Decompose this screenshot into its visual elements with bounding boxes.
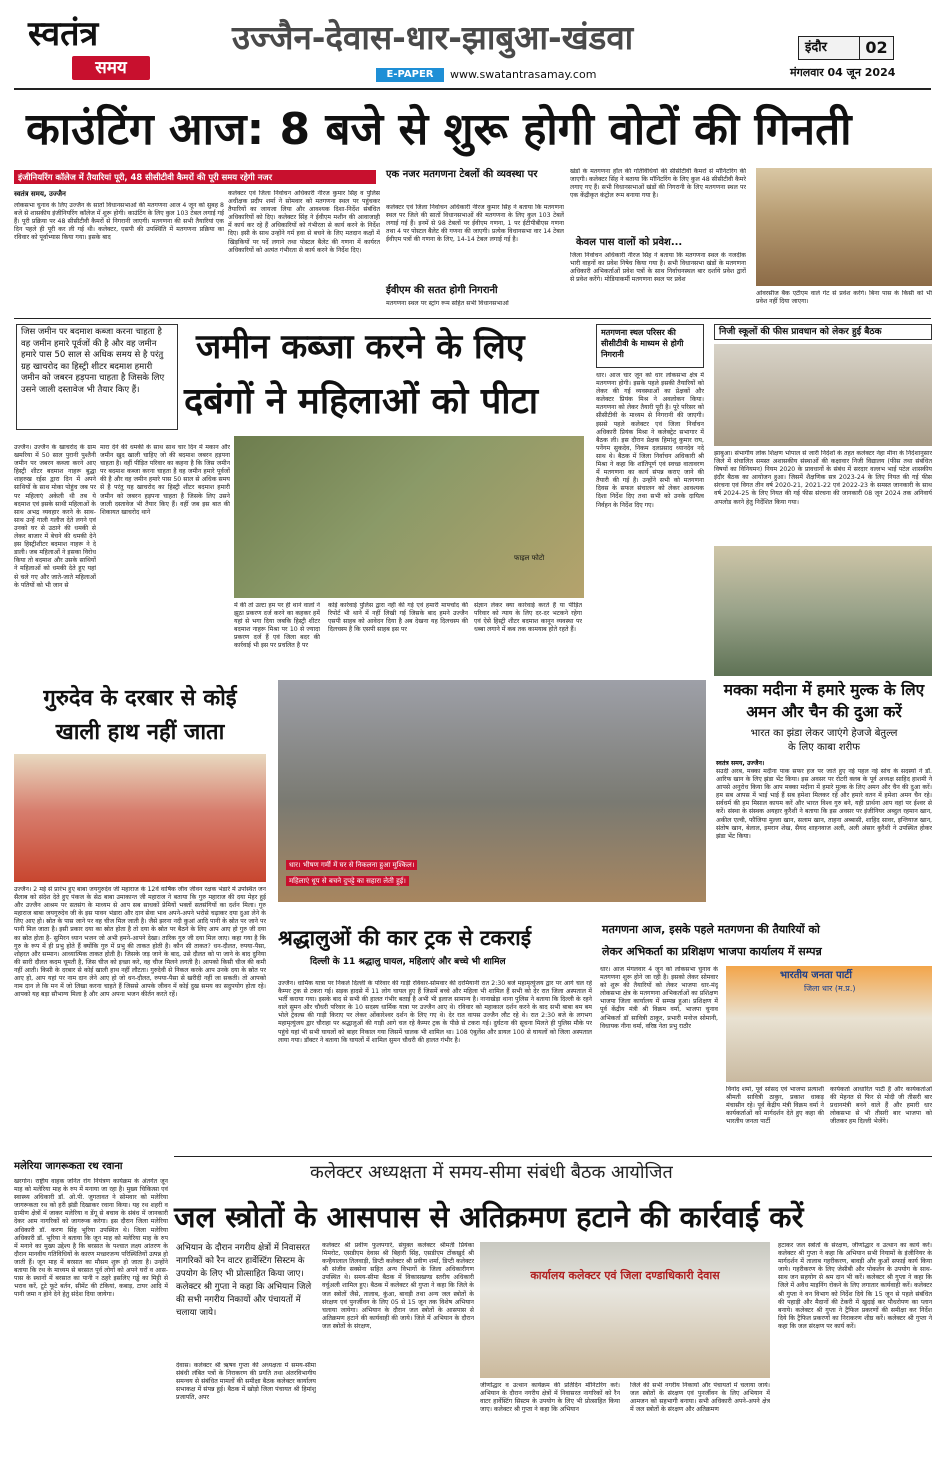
- land-headline-1: जमीन कब्जा करने के लिए: [196, 327, 525, 367]
- water-photo: [480, 1242, 770, 1378]
- accident-headline: श्रद्धालुओं की कार ट्रक से टकराई: [278, 926, 532, 950]
- lead-subhead: इंजीनियरिंग कॉलेज में तैयारियां पूरी, 48 सीसीटीवी कैमरों की पूरी समय रहेगी नजर: [14, 170, 376, 184]
- land-col5: संज्ञान लेकर क्या कार्रवाई करते हैं या पीड़ित परिवार को न्याय के लिए दर-दर भटकने रहेगा एवं ऐसे हिस्ट्री शीटर बदमाश कानून व्यवस्था पर धब्बा लगाने में कब तक कामयाब होते रहते हैं।: [474, 602, 582, 634]
- water-rule: [174, 1156, 932, 1157]
- lead-sub4-text: जिला निर्वाचन अधिकारी नीरज सिंह ने बताया कि मतगणना स्थल के नजदीक भारी वाहनों का प्रवेश निषेध किया गया है। सभी विधानसभा खंडों के मतगणना अधिकारी अभिकर्ताओं प्रवेश पत्रों के साथ निर्वाचनस्थल बार दर्शाये प्रवेश द्वारों से प्रवेश करेंगे। मोडियाकर्मी मतगणना स्थल पर प्रवेश: [570, 252, 746, 284]
- water-intro: अभियान के दौरान नगरीय क्षेत्रों में निवासरत नागरिकों को रैन वाटर हार्वेस्टिंग सिस्टम के उपयोग के लिए भी प्रोत्साहित किया जाए। कलेक्टर श्री गुप्ता ने कहा कि अभियान जिले की सभी नगरीय निकायों और पंचायतों में चलाया जाये।: [176, 1243, 312, 1318]
- lead-sub3-title: ईवीएम की सतत होगी निगरानी: [386, 285, 498, 296]
- accident-subhead: दिल्ली के 11 श्रद्धालु घायल, महिलाएं और बच्चे भी शामिल: [310, 957, 506, 967]
- cctv-title: मतगणना स्थल परिसर की सीसीटीवी के माध्यम से होगी निगरानी: [596, 324, 704, 368]
- water-kicker: कलेक्टर अध्यक्षता में समय-सीमा संबंधी बैठक आयोजित: [310, 1162, 673, 1183]
- land-col3: में की तो उल्टा हम पर ही थाने वालों ने झूठा प्रकरण दर्ज करने का कहकर हमें यहां से भगा दिया जबकि हिस्ट्री शीटर बदमाश नाहरू मिश्रा पर 10 से ज्यादा प्रकरण दर्ज हैं एवं जिला बदर की कार्रवाई भी इस पर प्रचलित है पर: [234, 602, 320, 650]
- logo-bottom: समय: [72, 56, 150, 80]
- gurudev-text: उज्जैन। 2 मई से प्रारंभ हुए बाबा जयगुरुदेव जी महाराज के 12वें वार्षिक जीव जीवन रक्षक भंडारे में उपस्थित जन सैलाब को संदेश देते हुए पंकज के सेठ बाबा उमाकान्त जी महाराज ने बताया कि गुरु महाराज की दया मेहर हुई और उज्जैन आश्रम पर सतसंग के माध्यम से आप सब साधकों प्रेमियों भक्तों सतसंगियों का दर्शन मिला। गुरु महाराज बाबा जयगुरुदेव जी के इस पावन भंडारा और दान सेवा भाव अपने-अपने भरोसे चढ़ाकर दया दुआ लेने के लिए आए हो। स्रोत के पास जाने पर वह चीज मिल जाती है। जैसे झरना नदी कुआं आदि पानी के स्रोत पर जाने पर पानी मिल जाता है। इसी प्रकार दया का स्रोत होता है तो दया के स्रोत पर बैठने के लिए आप आए हो गुरु जी दया का स्रोत होता है- सुमिरन ध्यान भजन जो अभी हमने-आपने देखा। तारिक गुरु जी दया मिल जाए। कहा गया है कि गुरु के रूप में ही प्रभु होते हैं क्योंकि गुरु में प्रभु की ताकत होती है। कौन सी ताकत? धन-दौलत, रुपया-पैसा, शोहरत और सम्मान। आध्यात्मिक ताकत होती है। जिसके जड़ जाने के बाद, उसे दौलत को पा जाने के बाद दुनिया की सारी दौलत कदम चूमती है, जिस चीज को इच्छा करे, वह चीज मिलने लगती है। आपको किसी चीज की कमी नहीं आती। किसी के दरबार से कोई खाली हाथ नहीं लौटता। गुरुदेवी से निकल करके आप उनके दया के स्रोत पर आए हो, आप यहां पर नाम दान लेने आए हो जो धन-दौलत, रुपया-पैसा से खरीदी नहीं जा सकती। तो आपको नाम दान ले कि मन में जो लिखा करना चाहते हैं जिससे आपके जीवन में कोई दुख समय का सदुपयोग होता रहे। आपको यह बड़ा सौभाग्य मिला है और आप अपना भजन कीर्तन करते रहें।: [14, 886, 266, 999]
- counting-hall-photo: [756, 168, 932, 286]
- bjp-banner-1: भारतीय जनता पार्टी: [780, 970, 852, 981]
- lead-photo-caption: ओवरसीज बैंक एटीएम वाले गेट से प्रवेश करेंगे। बिना पास के किसी को भी प्रवेश नहीं दिया जाएगा।: [756, 290, 932, 306]
- malaria-title: मलेरिया जागरूकता रथ रवाना: [14, 1161, 123, 1172]
- lead-col4: खंडों के मतगणना हॉल की गतिविधियों की सीसीटीवी कैमरों से मॉनिटरिंग की जाएगी। कलेक्टर सिंह ने बताया कि मॉनिटरिंग के लिए कुल 48 सीसीटीवी कैमरे लगाए गए हैं। सभी विधानसभाओं खंडों की निगरानी के लिए मतगणना स्थल पर एक केंद्रीकृत कंट्रोल रूम बनाया गया है।: [570, 168, 746, 200]
- makka-photo: [714, 546, 932, 676]
- accident-text: उज्जैन। धार्मिक यात्रा पर निकले दिल्ली के परिवार की गाड़ी रविवार-सोमवार की दरमियानी रात 2:30 बजे महामृत्युंजय द्वार पर आगे चल रहे कैम्पर ट्रक से टकरा गई। सड़क हादसे में 11 लोग घायल हुए हैं जिसमें बच्चे और महिला भी शामिल हैं सभी को देर रात जिला अस्पताल में भर्ती कराया गया। इसके बाद से सभी की हालत गंभीर बताई है अभी भी इलाज सामान्य है। नानाखेड़ा थाना पुलिस ने बताया कि दिल्ली के रहने वाले सुमन और चौधरी परिवार के 10 सदस्य धार्मिक यात्रा पर उज्जैन आए थे। रविवार को महाकाल दर्शन करने के बाद सभी बाबा बम बम भोले ट्रेवल्स की गाड़ी किराए पर लेकर ओंकारेश्वर दर्शन के लिए गए थे। देर रात वापस उज्जैन लौट रहे थे। रात 2:30 बजे के लगभग महामृत्युंजय द्वार चौराहा पर श्रद्धालुओं की गाड़ी आगे चल रहे कैम्पर ट्रक के पीछे से टकरा गई। दुर्घटना की सूचना मिलते ही पुलिस मौके पर पहुंचे यहां भी सभी घायलों को बाहर निकाल गया जिसमें चालक भी शामिल था। 108 एंबुलेंस और डायल 100 से घायलों को जिला अस्पताल लाया गया। डॉक्टर ने बताया कि घायलों में शामिल सुमन चौधरी की हालत गंभीर है।: [278, 980, 592, 1044]
- city-box: [798, 36, 894, 60]
- page-number: 02: [859, 37, 893, 59]
- city: इंदौर: [805, 40, 827, 55]
- makka-headline-1: मक्का मदीना में हमारे मुल्क के लिए: [723, 681, 925, 699]
- makka-subhead-1: भारत का झंडा लेकर जाएंगे हेजजे बेतुल्ल: [750, 728, 898, 739]
- lead-sub2-text: कलेक्टर एवं जिला निर्वाचन अधिकारी नीरज कुमार सिंह ने बताया कि मतगणना स्थल पर जिले की सातों विधानसभाओं की मतगणना के लिए कुल 103 टेबलें लगाई गई हैं। इनमें से 98 टेबलों पर ईवीएम गणना, 1 पर ईटीपीबीएस गणना तथा 4 पर पोस्टल बैलेट की गणना की जाएगी। प्रत्येक विधानसभा वार 14 टेबल ईवीएम पत्रों की गणना के लिए, 14-14 टेबल लगाई गई है।: [386, 204, 564, 244]
- issue-date: मंगलवार 04 जून 2024: [790, 66, 896, 79]
- bjp-headline-2: लेकर अभिकर्ता का प्रशिक्षण भाजपा कार्यालय में सम्पन्न: [602, 945, 822, 958]
- land-col2: मारा देने की धमकी के साथ साथ चार दिन में मकान और जमीन खुद खाली चाहिए जो की बदमाश जबरन हड़पना चाहता है। वहीं पीड़ित परिवार का कहना है कि जिस जमीन पर बदमाश कब्जा करना चाहता है वह जमीन हमारे पूर्वजों की है और वह जमीन हमारे पास 50 साल से अधिक समय से है परंतु यह खाचरोद का हिस्ट्री शीटर बदमाश हमारी जमीन को जबरन हड़पना चाहता है जिसके लिए उसने जाली दस्तावेज भी तैयार किए हैं। वहीं जब इस बात की शिकायत खाचरोद थाने: [100, 444, 230, 516]
- bjp-photo: [726, 966, 932, 1082]
- website: www.swatantrasamay.com: [450, 68, 597, 81]
- bjp-col2: विनोद शर्मा, पूर्व सांसद एवं भाजपा प्रत्याशी श्रीमती सावित्री ठाकुर, प्रकाश धाकड़ मंचासीन रहे। पूर्व केंद्रीय मंत्री विक्रम वर्मा ने कार्यकर्ताओं को मार्गदर्शन देते हुए कहा की भारतीय जनता पार्टी: [726, 1086, 824, 1126]
- lead-rule: [14, 318, 931, 319]
- land-quote: जिस जमीन पर बदमाश कब्जा करना चाहता है वह जमीन हमारे पूर्वजों की है और वह जमीन हमारे पास 50 साल से अधिक समय से है परंतु ग्रह खाचरोद का हिस्ट्री शीटर बदमाश हमारी जमीन को जबरन हड़पना चाहता है जिसके लिए उसने जाली दस्तावेज भी तैयार किए हैं।: [16, 324, 178, 430]
- lead-sub3-text: मतगणना स्थल पर स्ट्रांग रूम सहित सभी विधानसभाओं: [386, 300, 509, 307]
- gurudev-headline-1: गुरुदेव के दरबार से कोई: [43, 686, 237, 711]
- water-headline: जल स्त्रोतों के आसपास से अतिक्रमण हटाने की कार्रवाई करें: [174, 1200, 804, 1234]
- lead-col2: कलेक्टर एवं जिला निर्वाचन अधिकारी नीरज कुमार सिंह व पुलिस अधीक्षक प्रदीप शर्मा ने सोमवार को मतगणना स्थल पर पहुंचकर तैयारियों का जायजा लिया और आवश्यक दिशा-निर्देश संबंधित अधिकारियों को दिए। कलेक्टर सिंह ने ईवीएम मशीन की आवाजाही में कार्य कर रहे हैं अधिकारियों को गंभीरता से कार्य करने के निर्देश दिए। इसी के साथ उन्होंने गर्म हवा से बचने के लिए मतदान कक्षों में खिड़कियों पर पर्दे लगाने तथा पोस्टल बैलेट की गणना में कार्यरत अधिकारियों को अत्यंत गंभीरता से कार्य करने के निर्देश दिए।: [228, 190, 380, 254]
- bjp-text: धार। आज मंगलवार 4 जून को लोकसभा चुनाव के मतगणना शुरू होने जा रही है। इसको लेकर सोमवार को शुरू की तैयारियों को लेकर भाजपा धार-मंदू लोकसभा क्षेत्र के मतगणना अभिकर्ताओं का प्रशिक्षण भाजपा जिला कार्यालय में सम्पन्न हुआ। प्रशिक्षण में पूर्व केंद्रीय मंत्री श्री विक्रम वर्मा, भाजपा चुनाव अभिकर्ता डॉ सावित्री ठाकुर, प्रभारी मनोज सोमानी, विधायक नीना वर्मा, वरिष्ठ नेता प्रभु राठौर: [600, 966, 718, 1030]
- land-photo: [234, 436, 584, 598]
- bjp-headline-1: मतगणना आज, इसके पहले मतगणना की तैयारियों को: [602, 923, 820, 936]
- jhabua-title: निजी स्कूलों की फीस प्रावधान को लेकर हुई बैठक: [714, 324, 932, 340]
- land-col4: कोई कार्रवाई पुलिस द्वारा नहीं की गई एवं हमारी माफ्चोंद की रिपोर्ट भी थाने में नहीं लिखी गई जिसके बाद हमने उज्जैन एसपी साहब को आवेदन दिया है अब देखना यह दिलचस्प की दिलचस्प है कि एसपी साहब इस पर: [328, 602, 468, 634]
- masthead-rule: [14, 88, 931, 90]
- water-col5: हटाकर जल स्त्रोतों के संरक्षण, जीर्णोद्धार व उत्थान का कार्य करें। कलेक्टर श्री गुप्ता ने कहा कि अभियान सभी नियामों के इंजीनियर के मार्गदर्शन में तालाब गहरीकरण, बावड़ी और कुओं सफाई कार्य किया जाये। गहरीकरण के लिए जेसीबी और पोकलेन के उपयोग के साथ-साथ जन सहयोग से श्रम दान भी करें। कलेक्टर श्री गुप्ता ने कहा कि जिले में अवैध माइनिंग रोकने के लिए लगातार कार्यवाही करें। कलेक्टर श्री गुप्ता ने वन विभाग को निर्देश दिये कि 15 जून से पहले संबंधित की पहाड़ी और मैदानों की टेकरी में खुदाई कर पौधरोपण का प्लान बनाये। कलेक्टर श्री गुप्ता ने ट्रैफिल प्रकरणों की समीक्षा कर निर्देश दिये कि ट्रैफिल प्रकरणों का निराकरण शीघ्र करें। कलेक्टर श्री गुप्ता ने कहा कि जल संरक्षण पर कार्य करें।: [778, 1242, 932, 1330]
- water-photo-sign: कार्यालय कलेक्टर एवं जिला दण्डाधिकारी देवास: [530, 1269, 720, 1282]
- land-headline-2: दबंगों ने महिलाओं को पीटा: [184, 381, 539, 422]
- land-col1: उज्जैन। उज्जैन के खाचरोद के ग्राम खमरिया में 50 साल पुरानी पुश्तैनी जमीन पर जबरन कब्जा करने आए हिस्ट्री शीटर बदमाश नाहरू बुद्धा शाहरुख रईस द्वारा दिन में अपने साथियों के साथ मोका पोहुंच जब पर पर महिलाएं अकेली थी तब ये बदमाश एवं इसके साथी महिलाओं के साथ अभद्र व्यवहार करने के साथ-साथ उन्हें गाली गलौज देते लगने एवं उनको घर से उठाने की धमकी से लेकर बाजार में बेचने की धमकी देने इस हिस्ट्रीशीटर बदमाश नाहरू ने दे डाली। जब महिलाओं ने इसका विरोध किया तो बदमाश और उसके साथियों ने महिलाओं को धमकी देते हुए यहां से चले गए और जाते-जाते महिलाओं के पतियों को भी जान से: [14, 444, 96, 589]
- masthead: [0, 0, 945, 92]
- makka-subhead-2: के लिए काबा शरीफ: [788, 742, 860, 753]
- water-col1: देवास। कलेक्टर श्री ऋषव गुप्ता की अध्यक्षता में समय-सीमा संबंधी लंबित पत्रों के निराकरण की प्रगति तथा अंतरविभागीय समन्वय से संबंधित मामलों की समीक्षा बैठक कलेक्टर कार्यालय सभाकक्ष में संपन्न हुई। बैठक में खोड़ो जिला पंचायत श्री हिमांशु प्रजापति, अपर: [176, 1362, 316, 1402]
- rain-caption-2: महिलाएं धूप से बचने दुपट्टे का सहारा लेती हुई।: [286, 876, 409, 886]
- water-col4: जिले की सभी नगरीय निकायों और पंचायतों में चलाया जाये। जल स्त्रोतों के संरक्षण एवं पुनर्जीवन के लिए अभियान में आमजन को सहभागी बनाया। सभी अधिकारी अपने-अपने क्षेत्र में जल स्त्रोतों के संरक्षण और अतिक्रमण: [630, 1382, 770, 1414]
- gurudev-photo: [14, 754, 266, 882]
- lead-col1: लोकसभा चुनाव के लिए उज्जैन के सातों विधानसभाओं की मतगणना आज 4 जून को सुबह 8 बजे से शासकीय इंजीनियरिंग कॉलेज में शुरू होगी। काउंटिंग के लिए कुल 103 टेबल लगाई गई हैं। पूरी प्रक्रिया पर 48 सीसीटीवी कैमरों से निगरानी जाएगी। मतगणना की सभी तैयारियां एक दिन पहले ही पूरी कर ली गई थी। कलेक्टर, एसपी की उपस्थिति में मतगणना प्रक्रिया का रविवार को पूर्वाभ्यास किया गया। इसके बाद: [14, 202, 224, 242]
- makka-byline: स्वतंत्र समय, उज्जैन।: [716, 760, 765, 767]
- lead-sub4-title: केवल पास वालों को प्रवेश...: [576, 237, 683, 248]
- water-col2: कलेक्टर श्री प्रवीण फुलपगारे, संयुक्त कलेक्टर श्रीमती प्रियंका मिमरोट, एसडीएम देवास श्री बिहारी सिंह, एसडीएम टोंकखुर्द श्री कन्हैयालाल तिलवाड़ी, डिप्टी कलेक्टर श्री प्रवीण शर्मा, डिप्टी कलेक्टर श्री संजीव सक्सेना सहित अन्य विभागों के जिला अधिकारीगण उपस्थित थे। समय-सीमा बैठक में विकासखण्ड स्तरीय अधिकारी वर्चुअली शामिल हुए। बैठक में कलेक्टर श्री गुप्ता ने कहा कि जिले के जल स्त्रोतों जैसे, तालाब, कुंआ, बावड़ी तथा अन्य जल स्त्रोतों के संरक्षण एवं पुनर्जीवन के लिए 05 से 15 जून तक विशेष अभियान चलाया जायेगा। अभियान के दौरान जल स्त्रोतों के आसपास से अतिक्रमण हटाने की कार्यवाही की जाये। जिले में अभियान के दौरान जल स्त्रोतों के संरक्षण,: [322, 1242, 474, 1330]
- jhabua-photo: [714, 344, 932, 446]
- logo-top: स्वतंत्र: [28, 14, 99, 54]
- rain-caption-1: धार। भीषण गर्मी में घर से निकलना हुआ मुश्किल।: [286, 860, 417, 870]
- makka-headline-2: अमन और चैन की दुआ करें: [746, 703, 902, 721]
- lead-sub2-title: एक नजर मतगणना टेबलों की व्यवस्था पर: [386, 169, 538, 180]
- bjp-banner-2: जिला धार (म.प्र.): [804, 984, 856, 993]
- malaria-text: खरगोन। राष्ट्रीय वाहक जनित रोग नियंत्रण कार्यक्रम के अंतर्गत जून माह को मलेरिया माह के रुप में मनाया जा रहा है। मुख्य चिकित्सा एवं स्वास्थ्य अधिकारी डॉ. ओ.पी. जुगतावत ने सोमवार को मलेरिया जागरूकता रथ को हरी झंडी दिखाकर रवाना किया। यह रथ शहरी व ग्रामीण क्षेत्रों में जाकर मलेरिया व डेंगू से बचाव के संबंध में जानकारी देकर आम नागरिकों को जागरूक करेगा। इस दौरान जिला मलेरिया अधिकारी डॉ. करण सिंह भूरिया उपस्थित थे। जिला मलेरिया अधिकारी डॉ. भूरिया ने बताया कि जून माह को मलेरिया माह के रुप में मनाने का मुख्य उद्देश्य है कि बरसात के पश्चात लक्ष्य आंतरण के दौरान मानवीय गतिविधियों के कारण मच्छरजन्य परिस्थितियों उत्पन्न हो जाती हैं। जून माह में बरसात का मौसम शुरू हो जाता है। उन्होंने बताया कि रथ के माध्यम से बरसात पूर्व लोगों को अपने घरों व आस-पास के स्थानों में बरसात का पानी न ठहरे इसलिए गड्ढे का मिट्टी से भराव करें, टूटे फूटे बर्तन, सीमेंट की टंकियां, कबाड़, टायर आदि में पानी जमा न होने देने हेतु संदेश दिया जायेगा।: [14, 1178, 168, 1299]
- lead-headline: काउंटिंग आज: 8 बजे से शुरू होगी वोटों की गिनती: [26, 104, 852, 155]
- jhabua-text: झाबुआ। संभागीय लोक शिक्षण भोपाल से जारी निर्देशों के तहत कलेक्टर नेहा मीना के निर्देशानुसार जिले में संचालित समस्त अशासकीय संस्थाओं की कक्षावार निजी विद्यालय (फीस तथा संबंधित विषयों का विनियमन) नियम 2020 के प्रावधानों के संबंध में सरदार वल्लभ भाई पटेल शासकीय इंदौर बैठक का आयोजन हुआ। जिसमें शैक्षणिक सत्र 2023-24 के लिए नियत की गई फीस संरचना एवं विगत तीन वर्ष 2020-21, 2021-22 एवं 2022-23 के समस्त जानकारी के साथ वर्ष 2024-25 के लिए नियत की गई फीस संरचना की जानकारी 08 जून 2024 तक अनिवार्य अपलोड करने हेतु निर्देशित किया गया।: [714, 450, 932, 506]
- edition-title: उज्जैन-देवास-धार-झाबुआ-खंडवा: [232, 18, 634, 57]
- cctv-text: धार। आज चार जून को धार लोकसभा क्षेत्र में मतगणना होगी। इसके पहले इसकी तैयारियों को लेकर की गई व्यवस्थाओं का प्रेक्षकों और कलेक्टर प्रियंक मिश्र ने अवलोकन किया। मतगणना को लेकर तैयारी पूरी है। पूरे परिसर को सीसीटीवी के माध्यम से निगरानी की जाएगी। इससे पहले कलेक्टर एवं जिला निर्वाचन अधिकारी प्रियंक मिश्रा ने कलेक्ट्रेट सभागार में बैठक ली। इस दौरान प्रेक्षक हिमांशु कुमार राय, पनेंगम सुकदेव, निकम दलप्रसाद ध्यानदेव नदे साथ थे। बैठक में जिला निर्वाचन अधिकारी श्री मिश्रा ने कहा कि शांतिपूर्ण एवं स्वच्छ वातावरण में मतगणना का कार्य संपन्न कराए जाने की तैयारी की गई है। उन्होंने सभी को मतगणना दिवस के सफल संचालन को लेकर आवश्यक दिशा निर्देश दिए तथा सभी को उनके दायित्व निर्वहन के निर्देश दिए गए।: [596, 372, 704, 509]
- rain-photo: [278, 680, 706, 902]
- photo-label: फाइल फोटो: [514, 554, 545, 562]
- epaper-label: E-PAPER: [376, 68, 444, 82]
- gurudev-headline-2: खाली हाथ नहीं जाता: [55, 720, 225, 745]
- lead-byline: स्वतंत्र समय, उज्जैन: [14, 190, 66, 198]
- bjp-col3: कार्यकर्ता आधारित पार्टी है और कार्यकर्ताओं की मेहनत से फिर से मोदी जी तीसरी बार प्रधानमंत्री बनने वाले हैं और हमारी धार लोकसभा से भी तीसरी बार भाजपा को जीतकर हम दिल्ली भेजेंगे।: [830, 1086, 932, 1126]
- makka-text: सउदी अरब, मक्का मदीना पाक सफर हज पर जाते हुए नई पहल नई सोच के सदस्यों ने डॉ. आरिफ खान के लिए झंडा भेंट किया। इस अवसर पर रोटरी क्लब के पूर्व अध्यक्ष साहिद हाशमी ने आपसे अनुरोध किया कि आप मक्का मदीना में हमारे मुल्क के लिए अमन और चैन की दुआ करें। हम सब आपस में भाई भाई हैं सब हमेशा मिलकर रहें और हमारे वतन में हमेशा अमन चैन रहे। सर्वधर्म की हम मिसाल कायम करें और भारत विश्व गुरु बने, यही प्रार्थना आप वहां पर ईश्वर से करें। संस्था के संस्थक अयहार कुरैशी ने बताया कि इस अवसर पर इंजीनियर अब्दुल रहमान खान, अकील एल्वी, फौजिया मुल्ला खान, सलाम खान, ताहना अब्बासी, शाहिद सावर, इन्तियाज खान, संतोष खान, बेलाल, इमरान शेख, सैयद शाहनवाज अली, अली अंसार कुरैशी ने उपस्थित होकर झंडा भेंट किया।: [716, 768, 932, 840]
- water-col3: जीर्णोद्धार व उत्थान कार्यक्रम की प्रतिदिन मॉनिटरिंग करें। अभियान के दौरान नगरीय क्षेत्रों में निवासरत नागरिकों को रैन वाटर हार्वेस्टिंग सिस्टम के उपयोग के लिए भी प्रोत्साहित किया जाए। कलेक्टर श्री गुप्ता ने कहा कि अभियान: [480, 1382, 620, 1414]
